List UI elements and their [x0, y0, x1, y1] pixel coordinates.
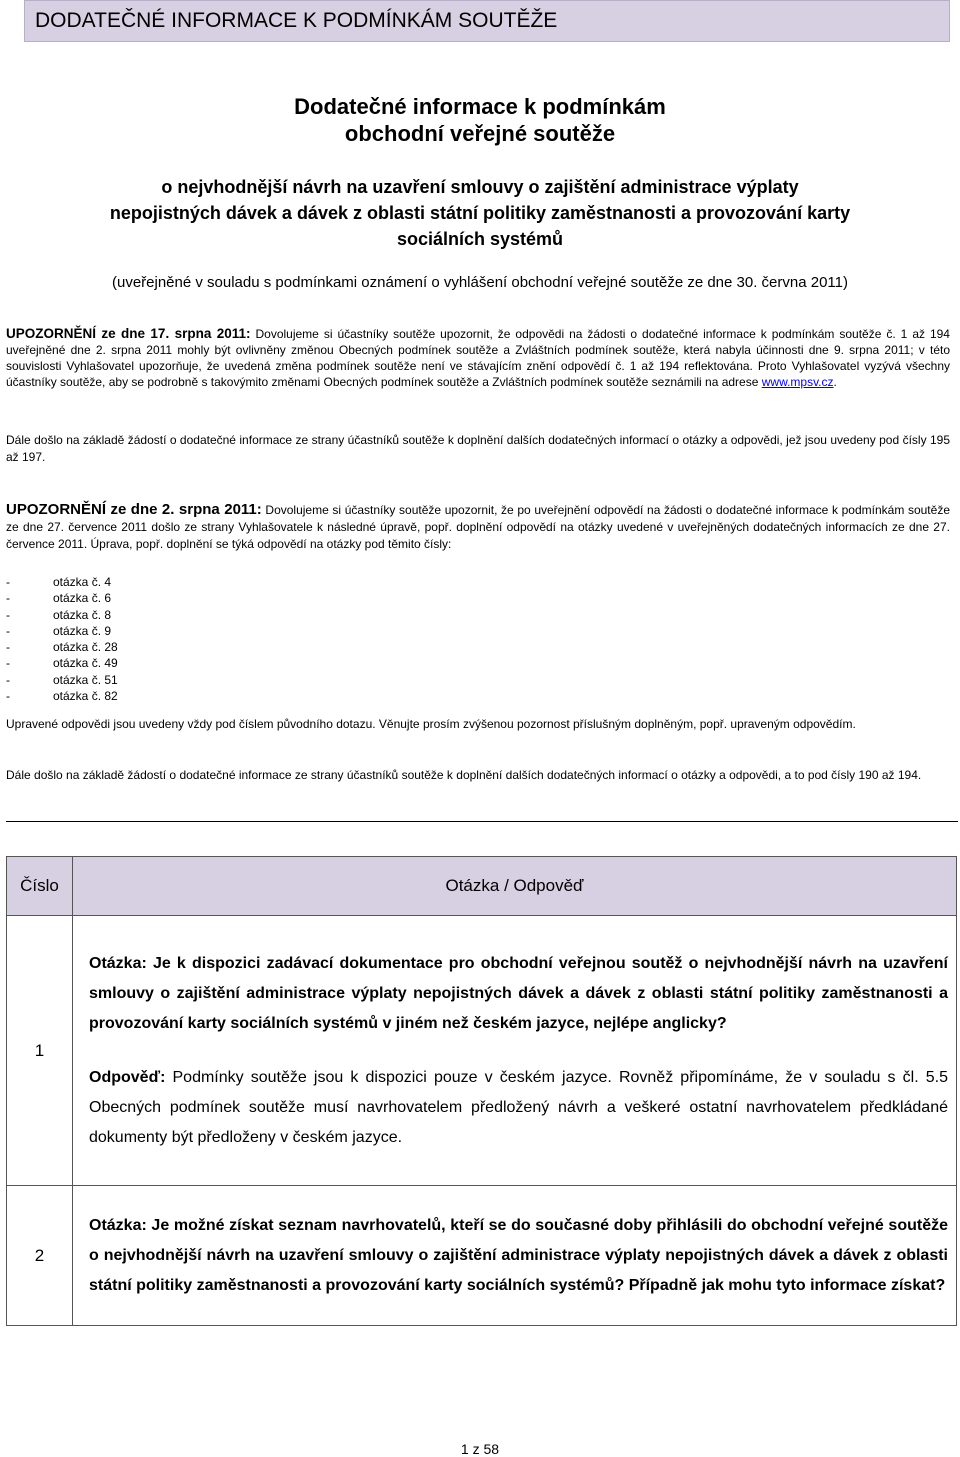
page-subtitle-line-3: sociálních systémů [396, 229, 564, 249]
row-number: 1 [7, 916, 73, 1186]
page-number: 1 z 58 [460, 1441, 500, 1457]
list-item: - otázka č. 8 [53, 607, 118, 623]
page-title-line-1: Dodatečné informace k podmínkám [294, 94, 666, 119]
notice-august-2 [6, 501, 950, 553]
answer-label: Odpověď: [89, 1068, 166, 1086]
changed-questions-list [53, 574, 118, 704]
page-subtitle-line-1: o nejvhodnější návrh na uzavření smlouvy o zajištění administrace výplaty [161, 177, 799, 197]
table-row [7, 916, 957, 1186]
document-header-bar [24, 0, 950, 42]
qa-table [6, 856, 957, 1326]
column-header-number: Číslo [7, 857, 73, 916]
notice-august-17-additional: Dále došlo na základě žádostí o dodatečné informace ze strany účastníků soutěže k doplnění dalších dodatečných informací o otázky a odpovědi, jež jsou uvedeny pod čísly 195 až 197. [6, 433, 950, 464]
table-row [7, 1186, 957, 1326]
notice-august-2-heading: UPOZORNĚNÍ ze dne 2. srpna 2011: [6, 501, 262, 518]
row-content [73, 1186, 957, 1326]
row-content [73, 916, 957, 1186]
notice-august-17-end: . [833, 375, 837, 389]
notice-section [6, 316, 958, 822]
list-item: - otázka č. 51 [53, 672, 118, 688]
publication-note: (uveřejněné v souladu s podmínkami oznámení o vyhlášení obchodní veřejné soutěže ze dne 30. června 2011) [111, 274, 848, 291]
notice-august-2-text: Dovolujeme si účastníky soutěže upozornit, že po uveřejnění odpovědí na žádosti o dodatečné informace k podmínkám soutěže ze dne 27. července 2011 došlo ze strany Vyhlašovatele k následné úpravě, popř. doplnění odpovědí na otázky uvedené v uveřejněných dodatečných informacích ze dne 27. července 2011. Úprava, popř. doplnění se týká odpovědí na otázky pod těmito čísly: [6, 503, 950, 551]
column-header-qa: Otázka / Odpověď [73, 857, 957, 916]
list-item: - otázka č. 28 [53, 639, 118, 655]
list-item: - otázka č. 49 [53, 655, 118, 671]
document-header-title: DODATEČNÉ INFORMACE K PODMÍNKÁM SOUTĚŽE [35, 9, 558, 32]
question-label: Otázka: [89, 1216, 147, 1234]
list-item: - otázka č. 82 [53, 688, 118, 704]
notice-august-17 [6, 326, 950, 390]
list-item: - otázka č. 4 [53, 574, 118, 590]
notice-august-2-additional: Dále došlo na základě žádostí o dodatečné informace ze strany účastníků soutěže k doplnění dalších dodatečných informací o otázky a odpovědi, a to pod čísly 190 až 194. [6, 768, 922, 782]
row-number: 2 [7, 1186, 73, 1326]
notice-august-17-heading: UPOZORNĚNÍ ze dne 17. srpna 2011: [6, 326, 251, 341]
page-subtitle-line-2: nepojistných dávek a dávek z oblasti státní politiky zaměstnanosti a provozování karty [109, 203, 851, 223]
page-subtitle [0, 174, 960, 252]
page-title [0, 93, 960, 147]
list-item: - otázka č. 6 [53, 590, 118, 606]
question-text: Otázka: Je k dispozici zadávací dokumentace pro obchodní veřejnou soutěž o nejvhodnější návrh na uzavření smlouvy o zajištění administrace výplaty nepojistných dávek a dávek z oblasti státní politiky zaměstnanosti a provozování karty sociálních systémů v jiném než českém jazyce, nejlépe anglicky? [89, 954, 948, 1032]
mpsv-link[interactable]: www.mpsv.cz [761, 375, 834, 389]
question-label: Otázka: [89, 954, 147, 972]
answer-text: Odpověď: Podmínky soutěže jsou k dispozici pouze v českém jazyce. Rovněž připomínáme, že v souladu s čl. 5.5 Obecných podmínek soutěže musí navrhovatelem předložený návrh a veškeré ostatní navrhovatelem předkládané dokumenty být předloženy v českém jazyce. [89, 1068, 948, 1146]
page-title-line-2: obchodní veřejné soutěže [344, 121, 616, 146]
list-item: - otázka č. 9 [53, 623, 118, 639]
notice-august-17-text: Dovolujeme si účastníky soutěže upozornit, že odpovědi na žádosti o dodatečné informace k podmínkám soutěže č. 1 až 194 uveřejněné dne 2. srpna 2011 mohly být ovlivněny změnou Obecných podmínek soutěže a Zvláštních podmínek soutěže, která nabyla účinnosti dne 9. srpna 2011; v této souvislosti Vyhlašovatel upozorňuje, že uvedená změna podmínek soutěže není ve stávajícím znění odpovědí č. 1 až 194 reflektována. Proto Vyhlašovatel vyzývá všechny účastníky soutěže, aby se podrobně s takovýmito změnami Obecných podmínek soutěže a Zvláštních podmínek soutěže seznámili na adrese [6, 327, 950, 389]
table-header-row [7, 857, 957, 916]
question-text: Otázka: Je možné získat seznam navrhovatelů, kteří se do současné doby přihlásili do obchodní veřejné soutěže o nejvhodnější návrh na uzavření smlouvy o zajištění administrace výplaty nepojistných dávek a dávek z oblasti státní politiky zaměstnanosti a provozování karty sociálních systémů? Případně jak mohu tyto informace získat? [89, 1216, 948, 1294]
notice-august-2-after: Upravené odpovědi jsou uvedeny vždy pod číslem původního dotazu. Věnujte prosím zvýšenou pozornost příslušným doplněným, popř. upraveným odpovědím. [6, 717, 856, 731]
